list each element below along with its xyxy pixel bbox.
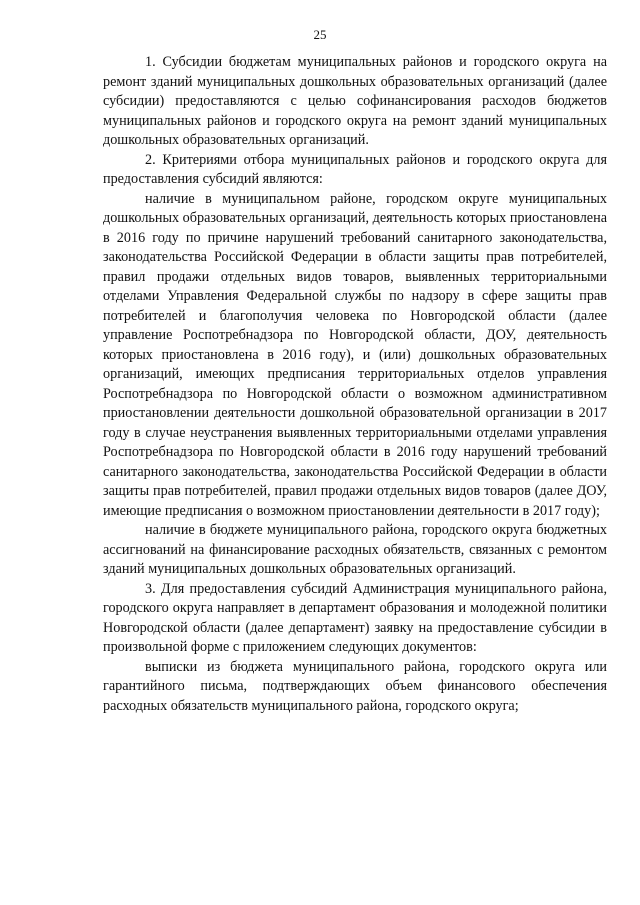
paragraph-criterion-budget-allocations: наличие в бюджете муниципального района, городского округа бюджетных ассигнований на финансирование расходных обязательств, связанных с ремонтом зданий муниципальных дошкольных образовательных организаций. <box>103 522 607 577</box>
paragraph-budget-extract: выписки из бюджета муниципального района, городского округа или гарантийного письма, подтверждающих объем финансового обеспечения расходных обязательств муниципального района, городского округа; <box>103 658 607 714</box>
page-number: 25 <box>313 27 327 42</box>
paragraph-application-submission: 3. Для предоставления субсидий Администрация муниципального района, городского округа направляет в департамент образования и молодежной политики Новгородской области (далее департамент) заявку на предоставление субсидии в произвольной форме с приложением следующих документов: <box>103 580 607 655</box>
paragraph-subsidies-purpose: 1. Субсидии бюджетам муниципальных районов и городского округа на ремонт зданий муниципальных дошкольных образовательных организаций (далее субсидии) предоставляются с целью софинансирования расходов бюджетов муниципальных районов и городского округа на ремонт зданий муниципальных дошкольных образовательных организаций. <box>103 54 607 148</box>
paragraph-selection-criteria: 2. Критериями отбора муниципальных районов и городского округа для предоставления субсидий являются: <box>103 151 607 187</box>
document-body <box>103 53 607 716</box>
paragraph-criterion-suspended-dou: наличие в муниципальном районе, городском округе муниципальных дошкольных образовательных организаций, деятельность которых приостановлена в 2016 году по причине нарушений требований санитарного законодательства, законодательства Российской Федерации в области защиты прав потребителей, правил продажи отдельных видов товаров, выявленных территориальными отделами Управления Федеральной службы по надзору в сфере защиты прав потребителей и благополучия человека по Новгородской области (далее управление Роспотребнадзора по Новгородской области, ДОУ, деятельность которых приостановлена в 2016 году), и (или) дошкольных образовательных организаций, имеющих предписания территориальных отделов управления Роспотребнадзора по Новгородской области о возможном административном приостановлении деятельности дошкольной образовательной организации в 2017 году в случае неустранения выявленных территориальными отделами управления Роспотребнадзора по Новгородской области в 2016 году нарушений требований санитарного законодательства, законодательства Российской Федерации в области защиты прав потребителей, правил продажи отдельных видов товаров (далее ДОУ, имеющие предписания о возможном приостановлении деятельности в 2017 году); <box>103 190 607 519</box>
